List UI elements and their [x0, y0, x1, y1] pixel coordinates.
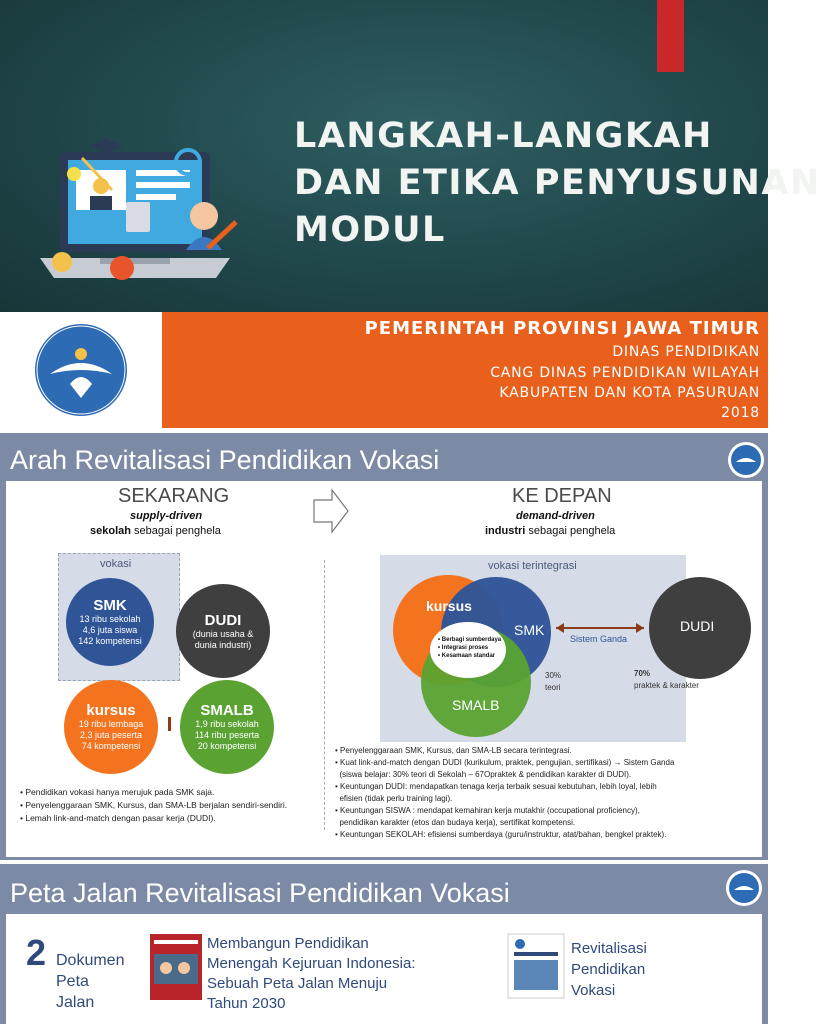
pct-praktek: 70% [634, 669, 651, 678]
slide-title-line-2: DAN ETIKA PENYUSUNAN [294, 163, 821, 203]
tut-wuri-handayani-logo [0, 312, 162, 428]
venn-smk-label: SMK [514, 622, 545, 638]
kursus-circle: kursus 19 ribu lembaga 2,3 juta peserta 74 kompetensi [64, 680, 158, 774]
list-item: • Pendidikan vokasi hanya merujuk pada SMK saja. [20, 787, 215, 797]
year-label: 2018 [721, 405, 760, 421]
future-title: KE DEPAN [512, 485, 612, 507]
list-item: • Lemah link-and-match dengan pasar kerja (DUDI). [20, 813, 216, 823]
book-cover-revitalisasi-icon[interactable] [508, 934, 564, 998]
book1-title[interactable]: Membangun Pendidikan Menengah Kejuruan Indonesia: Sebuah Peta Jalan Menuju Tahun 2030 [207, 935, 416, 1012]
doc-count: 2 [26, 932, 47, 973]
accent-tab [657, 0, 684, 72]
venn-smalb-label: SMALB [452, 697, 500, 713]
future-bullets [335, 745, 674, 841]
smk-circle: SMK 13 ribu sekolah 4,6 juta siswa 142 kompetensi [66, 578, 154, 666]
future-subtitle: demand-driven [516, 510, 595, 522]
elearning-illustration-icon [40, 130, 250, 300]
agency-line-2: CANG DINAS PENDIDIKAN WILAYAH [490, 365, 760, 381]
now-subtitle: supply-driven [130, 510, 203, 522]
pct-teori: 30% [545, 671, 562, 680]
now-bullets [20, 786, 287, 825]
slide-title-line-3: MODUL [294, 210, 446, 250]
section-heading-peta: Peta Jalan Revitalisasi Pendidikan Vokasi [10, 878, 510, 908]
now-lead: sekolah sebagai penghela [90, 525, 221, 537]
list-item: • Integrasi proses [438, 645, 489, 651]
book-cover-peta-jalan-icon[interactable] [150, 934, 202, 1000]
separator-mark [168, 717, 171, 731]
divider [324, 560, 325, 830]
venn-dudi-label: DUDI [680, 618, 715, 634]
list-item: • Penyelenggaraan SMK, Kursus, dan SMA-LB secara terintegrasi. [335, 746, 572, 755]
smalb-circle: SMALB 1,9 ribu sekolah 114 ribu peserta 20 kompetensi [180, 680, 274, 774]
list-item: • Keuntungan SEKOLAH: efisiensi sumberdaya (guru/instruktur, atat/bahan, bengkel praktek). [335, 830, 667, 839]
venn-center-list [438, 636, 501, 660]
book2-title[interactable]: Revitalisasi Pendidikan Vokasi [571, 940, 647, 999]
list-item: • Keuntungan DUDI: mendapatkan tenaga kerja terbaik sesuai kebutuhan, lebih loyal, lebih [335, 782, 657, 791]
sistem-ganda-label: Sistem Ganda [570, 634, 628, 644]
slide-title-line-1: LANGKAH-LANGKAH [294, 116, 713, 156]
agency-line-3: KABUPATEN DAN KOTA PASURUAN [499, 385, 760, 401]
list-item: • Kesamaan standar [438, 653, 496, 659]
list-item: (siswa belajar: 30% teori di Sekolah – 67Opraktek & pendidikan karakter di DUDI). [339, 770, 632, 779]
doc-label: Dokumen Peta Jalan [56, 952, 125, 1011]
list-item: • Keuntungan SISWA : mendapat kemahiran kerja mutakhir (occupational proficiency), [335, 806, 640, 815]
vokasi-terintegrasi-label: vokasi terintegrasi [488, 560, 577, 572]
dudi-circle: DUDI (dunia usaha & dunia industri) [176, 584, 270, 678]
list-item: • Berbagi sumberdaya [438, 637, 502, 643]
mini-logo [728, 442, 764, 478]
province-title: PEMERINTAH PROVINSI JAWA TIMUR [364, 318, 760, 339]
logo-panel [0, 312, 162, 428]
arrow-right-icon [312, 488, 350, 534]
list-item: pendidikan karakter (etos dan budaya kerja), sertifikat kompetensi. [339, 818, 576, 827]
section-heading-arah: Arah Revitalisasi Pendidikan Vokasi [10, 445, 440, 475]
vokasi-label: vokasi [100, 558, 132, 570]
list-item: • Kuat link-and-match dengan DUDI (kurikulum, praktek, pengujian, sertifikasi) → Sistem Ganda [335, 758, 675, 767]
mini-logo [726, 870, 762, 906]
list-item: • Penyelenggaraan SMK, Kursus, dan SMA-LB berjalan sendiri-sendiri. [20, 800, 288, 810]
list-item: efisien (tidak perlu training lagi). [339, 794, 453, 803]
pct-praktek-label: praktek & karakter [634, 681, 699, 690]
future-lead: industri sebagai penghela [485, 525, 616, 537]
pct-teori-label: teori [545, 683, 561, 692]
venn-kursus-label: kursus [426, 598, 472, 614]
agency-line-1: DINAS PENDIDIKAN [612, 344, 760, 360]
now-title: SEKARANG [118, 485, 230, 507]
